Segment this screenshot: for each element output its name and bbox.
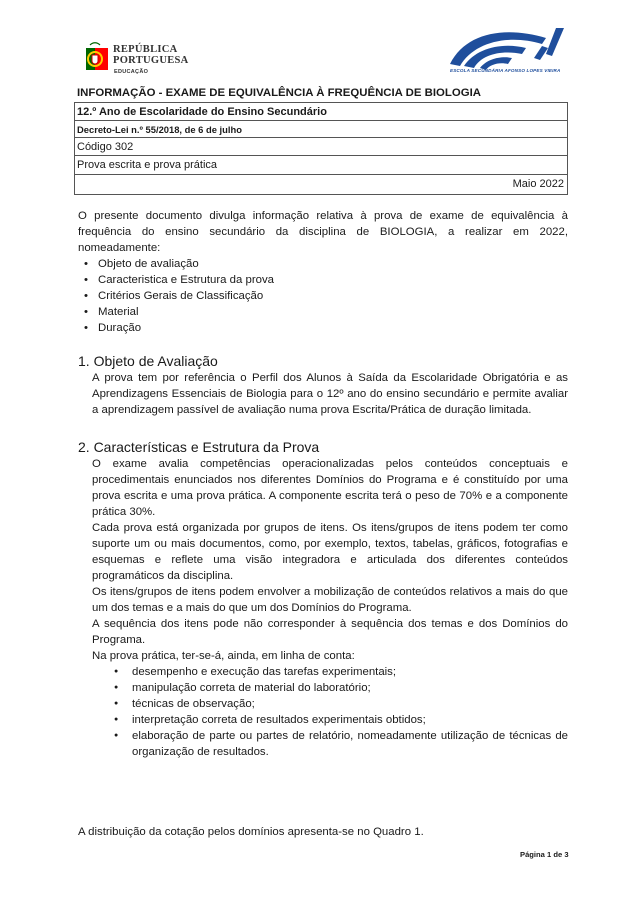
intro-list: [78, 256, 568, 336]
list-item: ● técnicas de observação;: [114, 696, 568, 712]
list-item: ● desempenho e execução das tarefas experimentais;: [114, 664, 568, 680]
school-name-caption: ESCOLA SECUNDÁRIA AFONSO LOPES VIEIRA: [450, 68, 561, 73]
portugal-emblem-icon: [84, 42, 110, 72]
section-2-paragraph-1: O exame avalia competências operacionalizadas pelos conteúdos conceptuais e procedimentais enunciados nos diferentes Domínios do Programa e é constituído por uma prova escrita e uma prova prática. A componente escrita terá o peso de 70% e a componente prática 30%.: [92, 458, 568, 518]
exam-code: Código 302: [74, 138, 568, 156]
section-2-paragraph-2: Cada prova está organizada por grupos de itens. Os itens/grupos de itens podem ter como suporte um ou mais documentos, como, por exemplo, textos, tabelas, gráficos, fotografias e esquemas e reflete uma visão integradora e articulada dos diferentes conteúdos programáticos da disciplina.: [92, 522, 568, 582]
list-item: • Material: [78, 304, 568, 320]
list-item: • Objeto de avaliação: [78, 256, 568, 272]
school-wave-icon: [446, 24, 568, 70]
list-item: • Critérios Gerais de Classificação: [78, 288, 568, 304]
document-date: Maio 2022: [512, 178, 564, 190]
republica-portuguesa-logo: [84, 40, 204, 80]
test-type: Prova escrita e prova prática: [74, 156, 568, 175]
section-2-paragraph-3: Os itens/grupos de itens podem envolver a mobilização de conteúdos relativos a mais do que um dos temas e a mais do que um dos Domínios do Programa.: [92, 586, 568, 614]
decree-reference: Decreto-Lei n.º 55/2018, de 6 de julho: [74, 121, 568, 138]
school-logo: [446, 24, 568, 80]
page-number: Página 1 de 3: [520, 850, 569, 859]
section-1-paragraph: A prova tem por referência o Perfil dos Alunos à Saída da Escolaridade Obrigatória e as Aprendizagens Essenciais de Biologia para o 12º ano do ensino secundário e permite avaliar a aprendizagem passível de avaliação numa prova Escrita/Prática de duração limitada.: [92, 372, 568, 416]
document-title: INFORMAÇÃO - EXAME DE EQUIVALÊNCIA À FREQUÊNCIA DE BIOLOGIA: [74, 84, 568, 103]
section-1-heading: 1. Objeto de Avaliação: [78, 353, 218, 369]
intro-paragraph: O presente documento divulga informação relativa à prova de exame de equivalência à frequência do ensino secundário da disciplina de BIOLOGIA, a realizar em 2022, nomeadamente:: [78, 210, 568, 254]
list-item: • Duração: [78, 320, 568, 336]
portuguesa-text: PORTUGUESA: [113, 55, 189, 66]
list-item: • Caracteristica e Estrutura da prova: [78, 272, 568, 288]
list-item: ● interpretação correta de resultados experimentais obtidos;: [114, 712, 568, 728]
practical-criteria-list: [114, 664, 568, 760]
republica-text: REPÚBLICA: [113, 44, 178, 55]
info-table: [74, 84, 568, 194]
list-item: ● elaboração de parte ou partes de relatório, nomeadamente utilização de técnicas de organização de resultados.: [114, 728, 568, 760]
document-body: [78, 208, 568, 760]
section-2-body: [92, 456, 568, 760]
educacao-text: EDUCAÇÃO: [114, 69, 149, 75]
section-2-paragraph-5: Na prova prática, ter-se-á, ainda, em linha de conta:: [92, 650, 355, 662]
school-year: 12.º Ano de Escolaridade do Ensino Secundário: [74, 103, 568, 121]
list-item: ● manipulação correta de material do laboratório;: [114, 680, 568, 696]
section-1-body: [92, 370, 568, 418]
section-2-paragraph-4: A sequência dos itens pode não corresponder à sequência dos temas e dos Domínios do Programa.: [92, 618, 568, 646]
distribution-note: A distribuição da cotação pelos domínios apresenta-se no Quadro 1.: [78, 826, 424, 838]
section-2-heading: 2. Características e Estrutura da Prova: [78, 439, 320, 455]
